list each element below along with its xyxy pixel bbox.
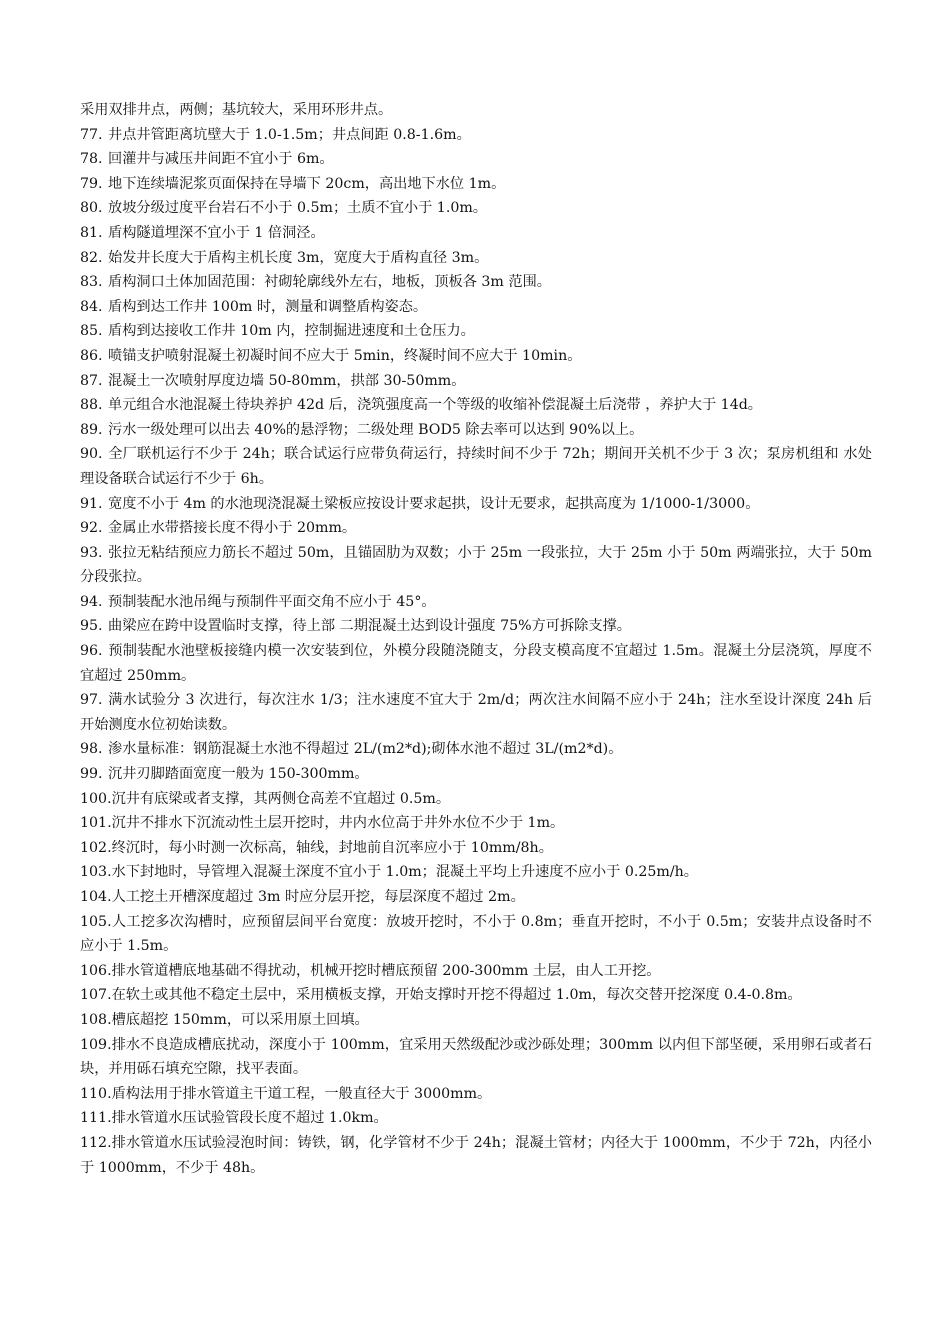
list-item [80,983,872,1008]
item-text: 人工挖多次沟槽时，应预留层间平台宽度：放坡开挖时，不小于 0.8m；垂直开挖时，不小于 0.5m；安装井点设备时不应小于 1.5m。 [80,913,872,955]
list-item [80,295,872,320]
item-number: 100. [80,790,112,807]
item-text: 金属止水带搭接长度不得小于 20mm。 [108,520,357,537]
item-text: 放坡分级过度平台岩石不小于 0.5m；土质不宜小于 1.0m。 [108,200,487,217]
item-text: 喷锚支护喷射混凝土初凝时间不应大于 5min，终凝时间不应大于 10min。 [108,347,582,364]
item-number: 80. [80,200,103,217]
item-number: 103. [80,864,112,881]
list-item [80,836,872,861]
item-text: 渗水量标准：钢筋混凝土水池不得超过 2L/(m2*d);砌体水池不超过 3L/(m2*d)。 [108,741,623,758]
list-item [80,442,872,491]
document-body [80,98,872,1180]
list-item [80,787,872,812]
list-item [80,1106,872,1131]
item-text: 沉井不排水下沉流动性土层开挖时，井内水位高于井外水位不少于 1m。 [111,815,565,832]
item-text: 槽底超挖 150mm，可以采用原土回填。 [111,1011,369,1028]
list-item [80,196,872,221]
item-number: 95. [80,618,103,635]
list-item [80,590,872,615]
item-number: 101. [80,815,112,832]
item-number: 83. [80,274,103,291]
item-number: 82. [80,249,103,266]
list-item [80,639,872,688]
list-item [80,959,872,984]
list-item [80,811,872,836]
item-number: 105. [80,913,112,930]
list-item [80,1131,872,1180]
list-item [80,344,872,369]
list-item [80,1008,872,1033]
list-item [80,172,872,197]
item-number: 112. [80,1134,112,1151]
item-text: 水下封地时，导管埋入混凝土深度不宜小于 1.0m；混凝土平均上升速度不应小于 0.25m/h。 [111,864,698,881]
item-text: 回灌井与减压井间距不宜小于 6m。 [108,151,334,168]
item-number: 77. [80,126,103,143]
item-text: 预制装配水池壁板接缝内模一次安装到位，外模分段随浇随支，分段支模高度不宜超过 1.5m。混凝土分层浇筑，厚度不宜超过 250mm。 [80,643,872,684]
item-text: 沉井有底梁或者支撑，其两侧仓高差不宜超过 0.5m。 [111,790,451,807]
item-text: 单元组合水池混凝土待块养护 42d 后，浇筑强度高一个等级的收缩补偿混凝土后浇带 ，养护大于 14d。 [108,397,762,414]
list-item [80,1033,872,1082]
numbered-list [80,123,872,1181]
item-number: 94. [80,593,103,610]
item-number: 110. [80,1085,112,1102]
list-item [80,860,872,885]
item-text: 盾构洞口土体加固范围：衬砌轮廓线外左右，地板，顶板各 3m 范围。 [108,274,551,291]
list-item [80,541,872,590]
item-number: 107. [80,987,112,1004]
item-text: 地下连续墙泥浆页面保持在导墙下 20cm，高出地下水位 1m。 [108,175,506,192]
item-number: 79. [80,175,103,192]
item-text: 曲梁应在跨中设置临时支撑，待上部 二期混凝土达到设计强度 75%方可拆除支撑。 [108,618,631,635]
item-number: 92. [80,520,103,537]
item-text: 终沉时，每小时测一次标高，轴线，封地前自沉率应小于 10mm/8h。 [111,839,553,856]
list-item [80,319,872,344]
item-number: 86. [80,347,103,364]
list-item [80,270,872,295]
item-text: 盾构到达接收工作井 10m 内，控制掘进速度和土仓压力。 [108,323,475,340]
list-item [80,393,872,418]
list-item [80,910,872,959]
item-text: 满水试验分 3 次进行，每次注水 1/3；注水速度不宜大于 2m/d；两次注水间隔不应小于 24h；注水至设计深度 24h 后开始测度水位初始读数。 [80,692,872,733]
list-item [80,1082,872,1107]
item-number: 108. [80,1011,112,1028]
item-text: 排水管道水压试验浸泡时间：铸铁，钢，化学管材不少于 24h；混凝土管材；内径大于 1000mm，不少于 72h，内径小于 1000mm，不少于 48h。 [80,1134,872,1176]
item-number: 109. [80,1036,112,1053]
item-number: 78. [80,151,103,168]
list-item [80,492,872,517]
list-item [80,614,872,639]
item-text: 宽度不小于 4m 的水池现浇混凝土梁板应按设计要求起拱，设计无要求，起拱高度为 1/1000-1/3000。 [108,495,760,512]
item-text: 人工挖土开槽深度超过 3m 时应分层开挖，每层深度不超过 2m。 [111,889,525,905]
item-number: 111. [80,1110,112,1127]
item-number: 102. [80,839,112,856]
item-number: 88. [80,397,103,414]
list-item [80,762,872,787]
list-item [80,418,872,443]
item-text: 盾构法用于排水管道主干道工程，一般直径大于 3000mm。 [111,1085,492,1102]
item-text: 排水不良造成槽底扰动，深度小于 100mm，宜采用天然级配沙或沙砾处理；300mm 以内但下部坚硬，采用卵石或者石块，并用砾石填充空隙，找平表面。 [80,1036,872,1078]
item-text: 张拉无粘结预应力筋长不超过 50m，且锚固肋为双数；小于 25m 一段张拉，大于 25m 小于 50m 两端张拉，大于 50m 分段张拉。 [80,544,872,586]
item-number: 84. [80,298,103,315]
list-item [80,885,872,910]
item-text: 污水一级处理可以出去 40%的悬浮物；二级处理 BOD5 除去率可以达到 90%以上。 [108,421,644,438]
list-item [80,246,872,271]
item-number: 98. [80,741,103,758]
intro-paragraph: 采用双排井点，两侧；基坑较大，采用环形井点。 [80,102,393,118]
item-text: 在软土或其他不稳定土层中，采用横板支撑，开始支撑时开挖不得超过 1.0m，每次交替开挖深度 0.4-0.8m。 [111,987,802,1004]
list-item [80,737,872,762]
item-text: 预制装配水池吊绳与预制件平面交角不应小于 45°。 [108,593,436,610]
item-number: 85. [80,323,103,340]
list-item [80,221,872,246]
item-number: 99. [80,766,103,783]
item-text: 排水管道槽底地基础不得扰动，机械开挖时槽底预留 200-300mm 土层，由人工开挖。 [111,962,661,979]
item-number: 96. [80,643,103,660]
item-text: 沉井刃脚踏面宽度一般为 150-300mm。 [108,766,369,783]
item-number: 97. [80,692,103,709]
item-text: 全厂联机运行不少于 24h；联合试运行应带负荷运行，持续时间不少于 72h；期间开关机不少于 3 次；泵房机组和 水处理设备联合试运行不少于 6h。 [80,446,872,487]
item-text: 盾构到达工作井 100m 时，测量和调整盾构姿态。 [108,298,428,315]
item-text: 排水管道水压试验管段长度不超过 1.0km。 [111,1110,388,1127]
item-number: 106. [80,962,112,979]
list-item [80,688,872,737]
item-text: 混凝土一次喷射厚度边墙 50-80mm，拱部 30-50mm。 [108,372,466,389]
list-item [80,147,872,172]
item-number: 81. [80,224,103,241]
item-number: 87. [80,372,103,389]
item-text: 盾构隧道埋深不宜小于 1 倍洞泾。 [108,224,325,241]
item-number: 104. [80,889,112,905]
list-item [80,369,872,394]
item-text: 始发井长度大于盾构主机长度 3m，宽度大于盾构直径 3m。 [108,249,489,266]
item-number: 91. [80,495,103,512]
item-text: 井点井管距离坑壁大于 1.0-1.5m；井点间距 0.8-1.6m。 [108,126,471,143]
item-number: 90. [80,446,103,463]
list-item [80,516,872,541]
list-item [80,123,872,148]
item-number: 89. [80,421,103,438]
item-number: 93. [80,544,103,561]
